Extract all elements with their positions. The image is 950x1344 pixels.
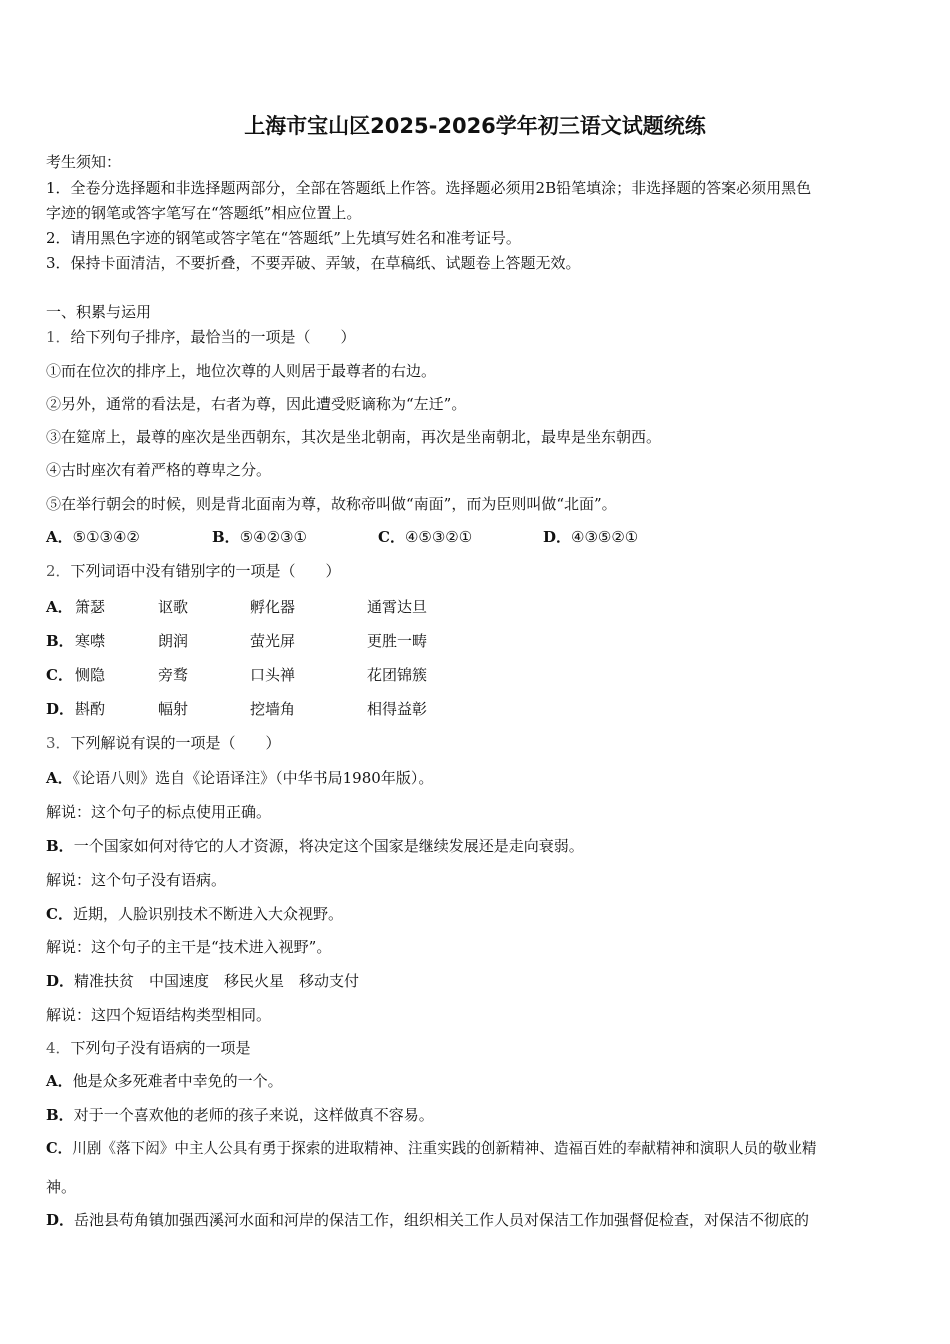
question-stem: 下列词语中没有错别字的一项是（ ）	[70, 562, 341, 580]
option-b: B．⑤④②③①	[212, 528, 307, 546]
question-number: 2．	[46, 562, 71, 580]
word: 孵化器	[250, 598, 296, 616]
sentence-1: ①而在位次的排序上，地位次尊的人则居于最尊者的右边。	[46, 362, 437, 380]
sentence-5: ⑤在举行朝会的时候，则是背北面南为尊，故称帝叫做“南面”，而为臣则叫做“北面”。	[46, 495, 617, 513]
option-c: C．川剧《落下闳》中主人公具有勇于探索的进取精神、注重实践的创新精神、造福百姓的奉献精神和演职人员的敬业精	[46, 1140, 817, 1157]
word: 朗润	[158, 632, 189, 650]
sentence-4: ④古时座次有着严格的尊卑之分。	[46, 461, 272, 479]
question-stem: 下列句子没有语病的一项是	[70, 1039, 251, 1057]
question-number: 1．	[46, 328, 71, 346]
item-c: C．近期，人脸识别技术不断进入大众视野。	[46, 905, 343, 923]
notice-item: 2．请用黑色字迹的钢笔或答字笔在“答题纸”上先填写姓名和准考证号。	[46, 229, 521, 247]
option-label: D．	[46, 700, 75, 718]
notice-item: 3．保持卡面清洁，不要折叠，不要弄破、弄皱，在草稿纸、试题卷上答题无效。	[46, 254, 581, 272]
explain-c: 解说：这个句子的主干是“技术进入视野”。	[46, 938, 332, 956]
word: 恻隐	[75, 666, 106, 684]
notice-heading: 考生须知：	[46, 153, 122, 171]
word: 寒噤	[75, 632, 106, 650]
page-title: 上海市宝山区2025-2026学年初三语文试题统练	[244, 114, 706, 138]
option-a: A．⑤①③④②	[46, 528, 140, 546]
word: 讴歌	[158, 598, 189, 616]
notice-item: 1．全卷分选择题和非选择题两部分，全部在答题纸上作答。选择题必须用2B铅笔填涂；非选择题的答案必须用黑色	[46, 179, 812, 197]
question-stem: 下列解说有误的一项是（ ）	[70, 734, 281, 752]
notice-item: 字迹的钢笔或答字笔写在“答题纸”相应位置上。	[46, 204, 362, 222]
option-d: D．④③⑤②①	[543, 528, 639, 546]
question-4	[46, 1038, 251, 1058]
question-stem: 给下列句子排序，最恰当的一项是（ ）	[70, 328, 356, 346]
sentence-2: ②另外，通常的看法是，右者为尊，因此遭受贬谪称为“左迁”。	[46, 395, 467, 413]
word: 旁骛	[158, 666, 189, 684]
option-a: A．他是众多死难者中幸免的一个。	[46, 1072, 283, 1090]
question-3	[46, 733, 281, 753]
option-label: B．	[46, 632, 74, 650]
word: 口头禅	[250, 666, 296, 684]
word: 相得益彰	[367, 700, 428, 718]
item-a: A．《论语八则》选自《论语译注》（中华书局1980年版）。	[46, 769, 434, 787]
question-1	[46, 327, 356, 347]
question-2	[46, 561, 341, 581]
explain-a: 解说：这个句子的标点使用正确。	[46, 803, 272, 821]
word: 斟酌	[75, 700, 106, 718]
word: 幅射	[158, 700, 189, 718]
section-heading: 一、积累与运用	[46, 303, 152, 321]
word: 箫瑟	[75, 598, 106, 616]
option-label: C．	[46, 666, 73, 684]
option-b: B．对于一个喜欢他的老师的孩子来说，这样做真不容易。	[46, 1106, 434, 1124]
option-c-continued: 神。	[46, 1178, 77, 1196]
word: 花团锦簇	[367, 666, 428, 684]
item-d: D．精准扶贫 中国速度 移民火星 移动支付	[46, 972, 360, 990]
word: 通霄达旦	[367, 598, 428, 616]
question-number: 3．	[46, 734, 71, 752]
option-c: C．④⑤③②①	[378, 528, 473, 546]
option-label: A．	[46, 598, 73, 616]
sentence-3: ③在筵席上，最尊的座次是坐西朝东，其次是坐北朝南，再次是坐南朝北，最卑是坐东朝西。	[46, 428, 662, 446]
word: 更胜一畴	[367, 632, 428, 650]
word: 萤光屏	[250, 632, 296, 650]
question-number: 4．	[46, 1039, 71, 1057]
explain-b: 解说：这个句子没有语病。	[46, 871, 227, 889]
word: 挖墙角	[250, 700, 296, 718]
explain-d: 解说：这四个短语结构类型相同。	[46, 1006, 272, 1024]
item-b: B．一个国家如何对待它的人才资源，将决定这个国家是继续发展还是走向衰弱。	[46, 837, 584, 855]
option-d: D．岳池县苟角镇加强西溪河水面和河岸的保洁工作，组织相关工作人员对保洁工作加强督促检查，对保洁不彻底的	[46, 1211, 810, 1229]
